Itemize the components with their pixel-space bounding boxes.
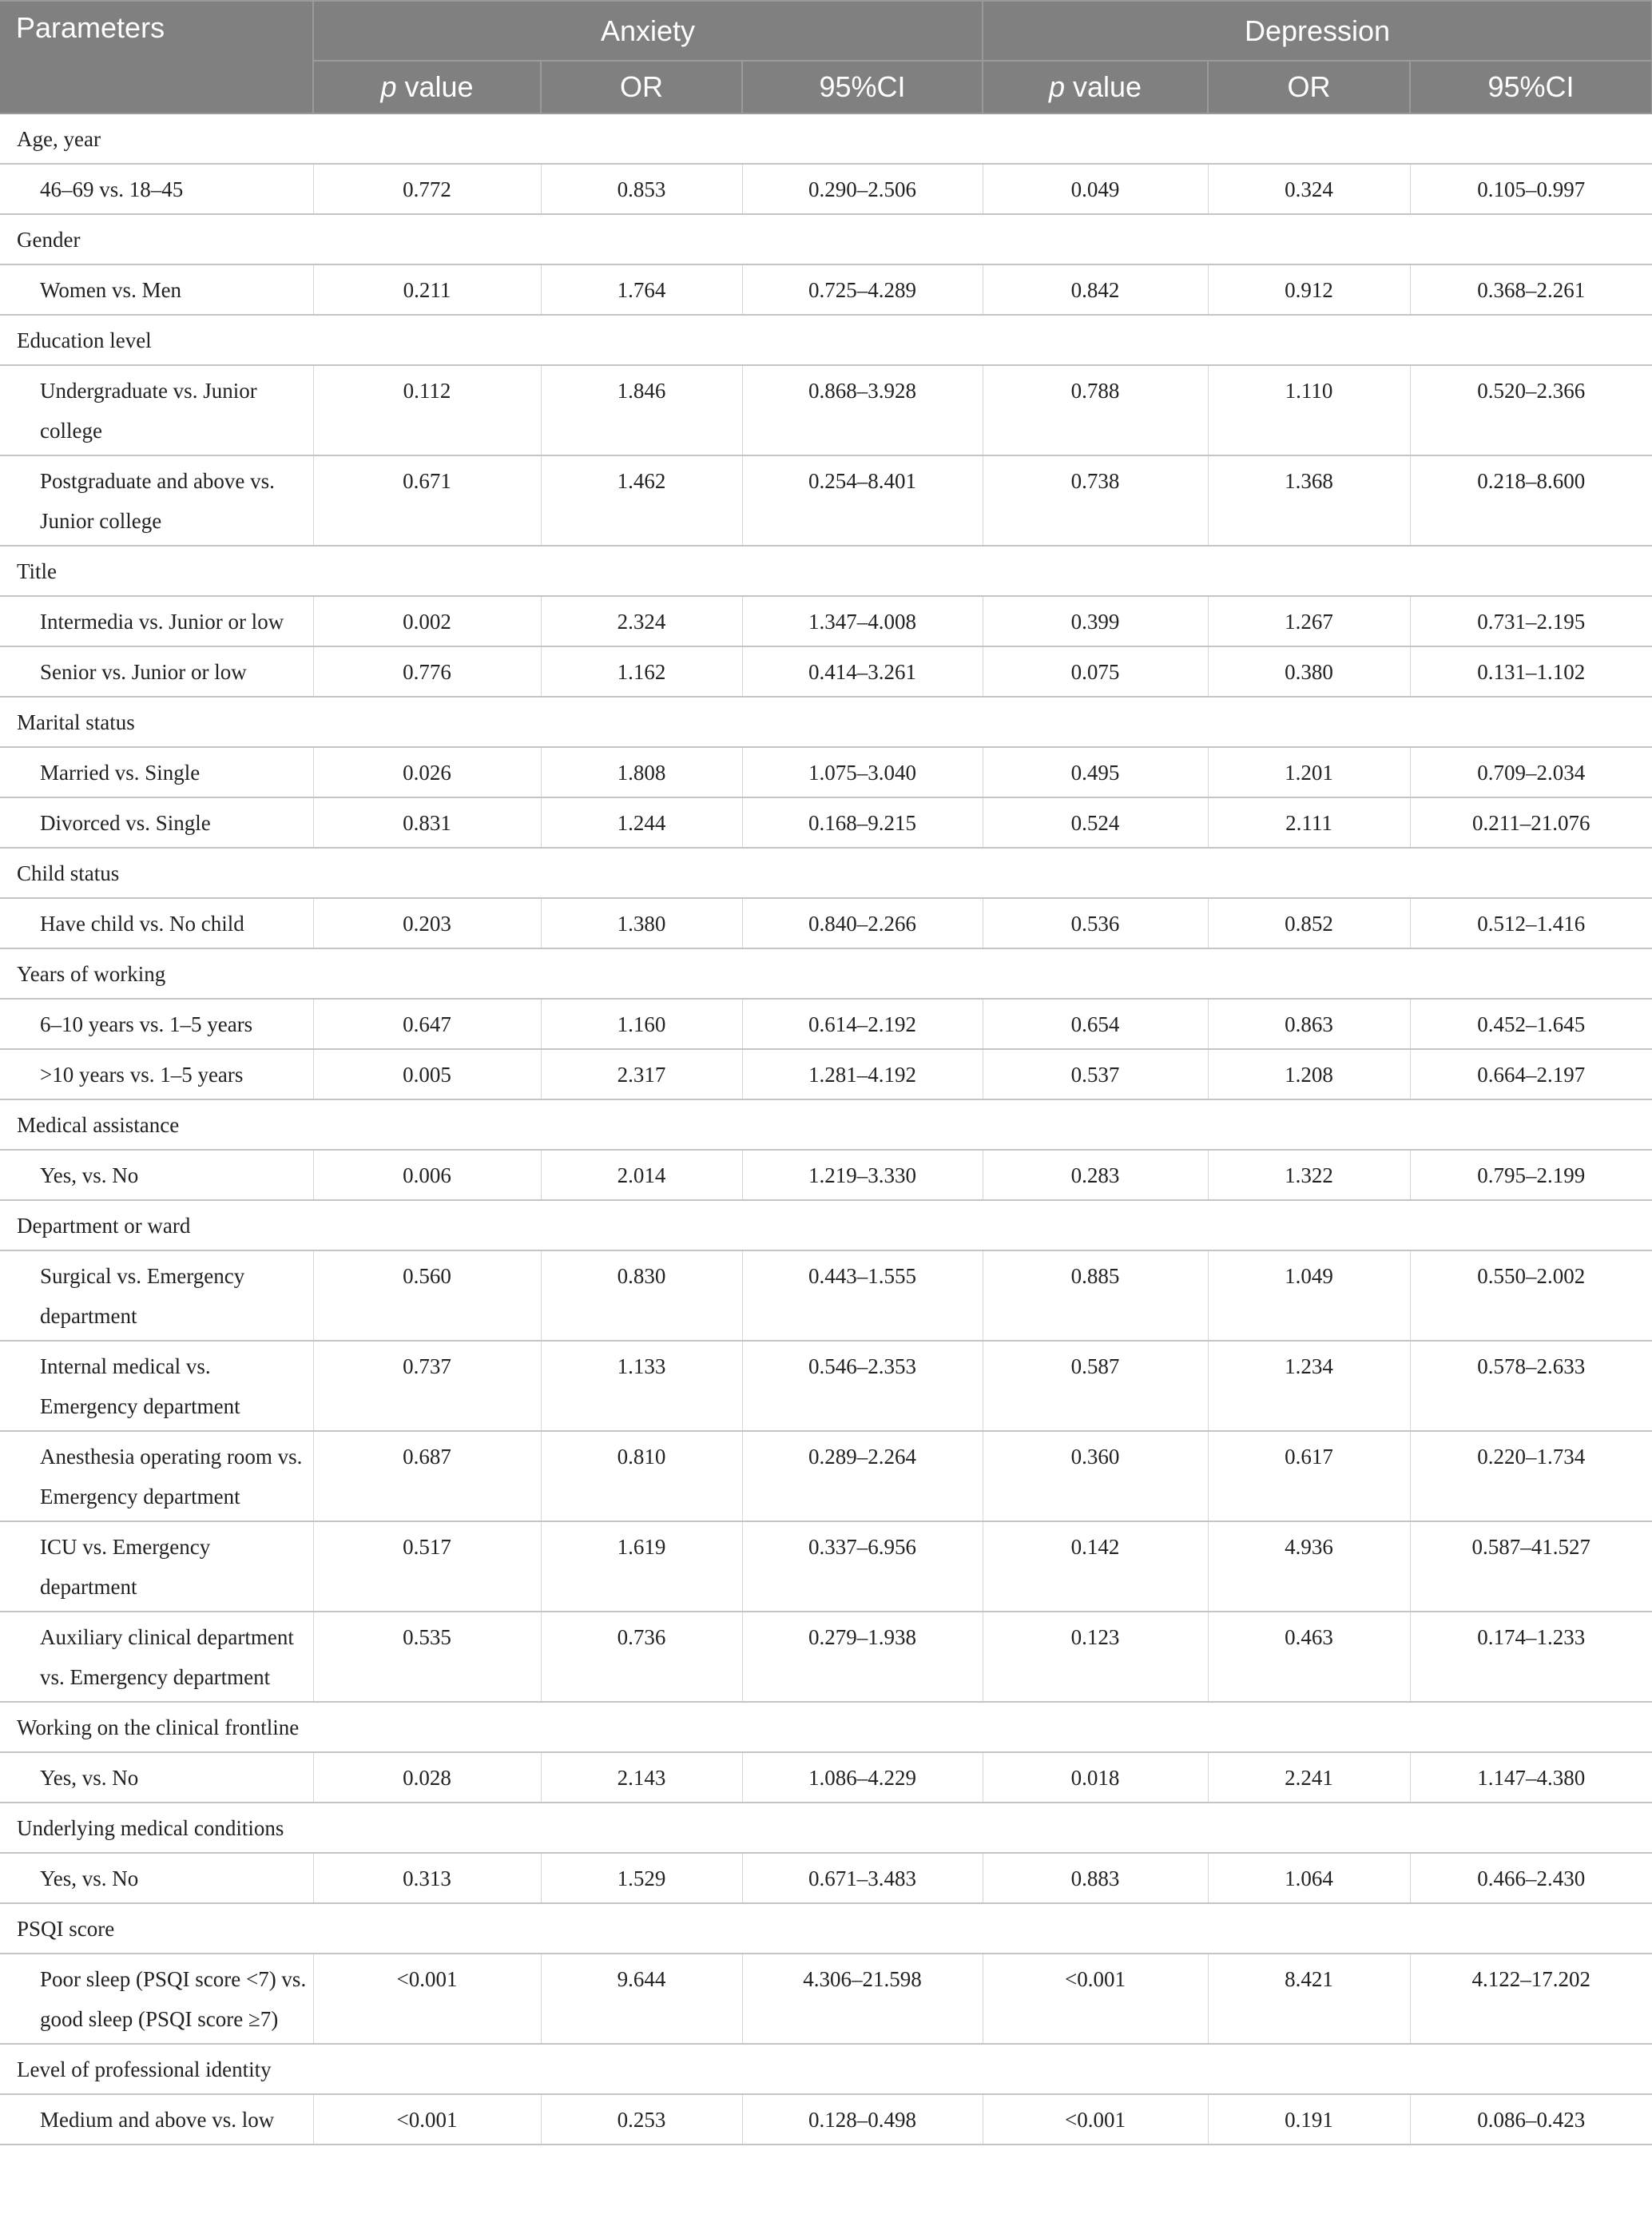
section-title: Level of professional identity: [17, 2057, 272, 2081]
table-header: [0, 1, 1652, 113]
header-depression: Depression: [983, 1, 1652, 61]
depression-ci-cell: 0.211–21.076: [1410, 797, 1652, 848]
section-row: [0, 1803, 1652, 1853]
section-row: [0, 848, 1652, 898]
table-row: [0, 1049, 1652, 1099]
anxiety-ci-cell: 1.075–3.040: [742, 747, 983, 797]
section-title: Age, year: [17, 127, 101, 151]
anxiety-or-cell: 1.764: [541, 264, 742, 315]
anxiety-ci-cell: 0.254–8.401: [742, 455, 983, 546]
depression-p-value-cell: 0.788: [983, 365, 1208, 455]
header-depression-ci: 95%CI: [1410, 61, 1652, 113]
anxiety-p-value-cell: 0.517: [313, 1521, 541, 1612]
row-label: 46–69 vs. 18–45: [0, 164, 313, 214]
table-row: [0, 1341, 1652, 1431]
anxiety-or-cell: 0.830: [541, 1250, 742, 1341]
depression-p-value-cell: 0.283: [983, 1150, 1208, 1200]
table-row: [0, 1612, 1652, 1702]
anxiety-or-cell: 2.014: [541, 1150, 742, 1200]
row-label: Have child vs. No child: [0, 898, 313, 948]
anxiety-p-value-cell: <0.001: [313, 1954, 541, 2044]
section-title: Marital status: [17, 710, 135, 734]
depression-p-value-cell: <0.001: [983, 2094, 1208, 2145]
depression-ci-cell: 0.105–0.997: [1410, 164, 1652, 214]
depression-p-value-cell: 0.536: [983, 898, 1208, 948]
depression-or-cell: 1.110: [1208, 365, 1410, 455]
depression-p-value-cell: 0.495: [983, 747, 1208, 797]
row-label: Yes, vs. No: [0, 1853, 313, 1903]
depression-or-cell: 1.368: [1208, 455, 1410, 546]
row-label: Anesthesia operating room vs. Emergency department: [0, 1431, 313, 1521]
section-row: [0, 113, 1652, 164]
depression-p-value-cell: 0.842: [983, 264, 1208, 315]
anxiety-or-cell: 2.324: [541, 596, 742, 646]
row-label: Yes, vs. No: [0, 1150, 313, 1200]
table-row: [0, 264, 1652, 315]
table-row: [0, 1954, 1652, 2044]
anxiety-ci-cell: 0.337–6.956: [742, 1521, 983, 1612]
table-row: [0, 1250, 1652, 1341]
table-body: [0, 113, 1652, 2145]
table-row: [0, 164, 1652, 214]
table-row: [0, 797, 1652, 848]
anxiety-or-cell: 0.736: [541, 1612, 742, 1702]
depression-or-cell: 1.234: [1208, 1341, 1410, 1431]
depression-p-value-cell: 0.883: [983, 1853, 1208, 1903]
section-title: PSQI score: [17, 1917, 115, 1941]
depression-or-cell: 0.324: [1208, 164, 1410, 214]
row-label: Medium and above vs. low: [0, 2094, 313, 2145]
row-label: Poor sleep (PSQI score <7) vs. good sleep (PSQI score ≥7): [0, 1954, 313, 2044]
anxiety-or-cell: 1.133: [541, 1341, 742, 1431]
depression-p-value-cell: 0.587: [983, 1341, 1208, 1431]
depression-ci-cell: 0.664–2.197: [1410, 1049, 1652, 1099]
row-label: Auxiliary clinical department vs. Emergency department: [0, 1612, 313, 1702]
anxiety-ci-cell: 0.614–2.192: [742, 999, 983, 1049]
anxiety-ci-cell: 0.128–0.498: [742, 2094, 983, 2145]
anxiety-or-cell: 1.808: [541, 747, 742, 797]
depression-p-value-cell: 0.524: [983, 797, 1208, 848]
section-title: Years of working: [17, 962, 166, 986]
anxiety-p-value-cell: 0.831: [313, 797, 541, 848]
depression-p-value-cell: 0.654: [983, 999, 1208, 1049]
table-row: [0, 898, 1652, 948]
section-row: [0, 1099, 1652, 1150]
table-row: [0, 999, 1652, 1049]
anxiety-ci-cell: 0.840–2.266: [742, 898, 983, 948]
anxiety-p-value-cell: 0.203: [313, 898, 541, 948]
anxiety-or-cell: 2.317: [541, 1049, 742, 1099]
section-title: Underlying medical conditions: [17, 1816, 284, 1840]
depression-ci-cell: 0.220–1.734: [1410, 1431, 1652, 1521]
anxiety-p-value-cell: 0.671: [313, 455, 541, 546]
header-depression-or: OR: [1208, 61, 1410, 113]
anxiety-ci-cell: 0.289–2.264: [742, 1431, 983, 1521]
section-row: [0, 315, 1652, 365]
anxiety-ci-cell: 0.725–4.289: [742, 264, 983, 315]
depression-p-value-cell: 0.018: [983, 1752, 1208, 1803]
anxiety-p-value-cell: 0.737: [313, 1341, 541, 1431]
header-anxiety-p-value: p value: [313, 61, 541, 113]
section-title: Education level: [17, 328, 152, 352]
section-row: [0, 1702, 1652, 1752]
row-label: Intermedia vs. Junior or low: [0, 596, 313, 646]
anxiety-p-value-cell: 0.772: [313, 164, 541, 214]
depression-ci-cell: 0.578–2.633: [1410, 1341, 1652, 1431]
table-row: [0, 1521, 1652, 1612]
anxiety-p-value-cell: 0.560: [313, 1250, 541, 1341]
depression-ci-cell: 0.086–0.423: [1410, 2094, 1652, 2145]
anxiety-p-value-cell: 0.112: [313, 365, 541, 455]
table-row: [0, 1752, 1652, 1803]
depression-p-value-cell: 0.537: [983, 1049, 1208, 1099]
table-row: [0, 646, 1652, 697]
depression-or-cell: 1.064: [1208, 1853, 1410, 1903]
section-title: Working on the clinical frontline: [17, 1715, 300, 1739]
depression-ci-cell: 0.512–1.416: [1410, 898, 1652, 948]
anxiety-ci-cell: 0.279–1.938: [742, 1612, 983, 1702]
depression-or-cell: 1.201: [1208, 747, 1410, 797]
section-title: Gender: [17, 228, 81, 252]
row-label: Senior vs. Junior or low: [0, 646, 313, 697]
depression-p-value-cell: 0.360: [983, 1431, 1208, 1521]
anxiety-ci-cell: 0.414–3.261: [742, 646, 983, 697]
anxiety-ci-cell: 0.168–9.215: [742, 797, 983, 848]
table-row: [0, 1853, 1652, 1903]
section-row: [0, 1903, 1652, 1954]
anxiety-p-value-cell: 0.026: [313, 747, 541, 797]
section-row: [0, 697, 1652, 747]
header-anxiety-or: OR: [541, 61, 742, 113]
depression-p-value-cell: 0.738: [983, 455, 1208, 546]
anxiety-p-value-cell: 0.687: [313, 1431, 541, 1521]
depression-or-cell: 0.191: [1208, 2094, 1410, 2145]
depression-or-cell: 0.380: [1208, 646, 1410, 697]
row-label: >10 years vs. 1–5 years: [0, 1049, 313, 1099]
anxiety-or-cell: 1.162: [541, 646, 742, 697]
table-row: [0, 596, 1652, 646]
depression-ci-cell: 0.131–1.102: [1410, 646, 1652, 697]
anxiety-or-cell: 9.644: [541, 1954, 742, 2044]
anxiety-p-value-cell: 0.313: [313, 1853, 541, 1903]
section-row: [0, 1200, 1652, 1250]
table-row: [0, 2094, 1652, 2145]
depression-p-value-cell: 0.075: [983, 646, 1208, 697]
anxiety-or-cell: 1.462: [541, 455, 742, 546]
depression-p-value-cell: 0.123: [983, 1612, 1208, 1702]
anxiety-ci-cell: 0.290–2.506: [742, 164, 983, 214]
anxiety-ci-cell: 1.347–4.008: [742, 596, 983, 646]
anxiety-p-value-cell: 0.211: [313, 264, 541, 315]
table-row: [0, 455, 1652, 546]
anxiety-or-cell: 0.810: [541, 1431, 742, 1521]
anxiety-ci-cell: 0.671–3.483: [742, 1853, 983, 1903]
depression-or-cell: 0.463: [1208, 1612, 1410, 1702]
row-label: Postgraduate and above vs. Junior college: [0, 455, 313, 546]
anxiety-ci-cell: 0.546–2.353: [742, 1341, 983, 1431]
depression-ci-cell: 0.218–8.600: [1410, 455, 1652, 546]
anxiety-p-value-cell: 0.006: [313, 1150, 541, 1200]
depression-or-cell: 1.208: [1208, 1049, 1410, 1099]
section-title: Department or ward: [17, 1214, 191, 1238]
depression-or-cell: 1.049: [1208, 1250, 1410, 1341]
depression-ci-cell: 0.452–1.645: [1410, 999, 1652, 1049]
anxiety-or-cell: 0.253: [541, 2094, 742, 2145]
depression-or-cell: 0.863: [1208, 999, 1410, 1049]
anxiety-or-cell: 1.619: [541, 1521, 742, 1612]
anxiety-or-cell: 2.143: [541, 1752, 742, 1803]
anxiety-p-value-cell: <0.001: [313, 2094, 541, 2145]
depression-ci-cell: 0.550–2.002: [1410, 1250, 1652, 1341]
anxiety-p-value-cell: 0.002: [313, 596, 541, 646]
header-depression-p-value: p value: [983, 61, 1208, 113]
anxiety-ci-cell: 0.443–1.555: [742, 1250, 983, 1341]
depression-or-cell: 0.617: [1208, 1431, 1410, 1521]
row-label: Surgical vs. Emergency department: [0, 1250, 313, 1341]
table-row: [0, 1150, 1652, 1200]
depression-p-value-cell: 0.049: [983, 164, 1208, 214]
depression-ci-cell: 0.174–1.233: [1410, 1612, 1652, 1702]
depression-or-cell: 2.241: [1208, 1752, 1410, 1803]
depression-ci-cell: 0.368–2.261: [1410, 264, 1652, 315]
header-anxiety-ci: 95%CI: [742, 61, 983, 113]
depression-ci-cell: 1.147–4.380: [1410, 1752, 1652, 1803]
depression-ci-cell: 0.587–41.527: [1410, 1521, 1652, 1612]
anxiety-or-cell: 1.244: [541, 797, 742, 848]
anxiety-ci-cell: 1.219–3.330: [742, 1150, 983, 1200]
depression-ci-cell: 4.122–17.202: [1410, 1954, 1652, 2044]
depression-p-value-cell: 0.142: [983, 1521, 1208, 1612]
row-label: Internal medical vs. Emergency department: [0, 1341, 313, 1431]
depression-ci-cell: 0.466–2.430: [1410, 1853, 1652, 1903]
section-title: Title: [17, 559, 58, 583]
row-label: 6–10 years vs. 1–5 years: [0, 999, 313, 1049]
anxiety-or-cell: 1.529: [541, 1853, 742, 1903]
row-label: Married vs. Single: [0, 747, 313, 797]
anxiety-p-value-cell: 0.028: [313, 1752, 541, 1803]
table-row: [0, 747, 1652, 797]
depression-or-cell: 0.852: [1208, 898, 1410, 948]
anxiety-p-value-cell: 0.647: [313, 999, 541, 1049]
depression-p-value-cell: <0.001: [983, 1954, 1208, 2044]
depression-ci-cell: 0.731–2.195: [1410, 596, 1652, 646]
anxiety-or-cell: 1.846: [541, 365, 742, 455]
depression-ci-cell: 0.520–2.366: [1410, 365, 1652, 455]
row-label: ICU vs. Emergency department: [0, 1521, 313, 1612]
depression-or-cell: 0.912: [1208, 264, 1410, 315]
section-row: [0, 546, 1652, 596]
depression-or-cell: 2.111: [1208, 797, 1410, 848]
anxiety-ci-cell: 4.306–21.598: [742, 1954, 983, 2044]
depression-or-cell: 1.267: [1208, 596, 1410, 646]
anxiety-or-cell: 1.380: [541, 898, 742, 948]
row-label: Divorced vs. Single: [0, 797, 313, 848]
section-title: Child status: [17, 861, 120, 885]
row-label: Yes, vs. No: [0, 1752, 313, 1803]
row-label: Undergraduate vs. Junior college: [0, 365, 313, 455]
anxiety-ci-cell: 1.086–4.229: [742, 1752, 983, 1803]
section-row: [0, 948, 1652, 999]
depression-ci-cell: 0.795–2.199: [1410, 1150, 1652, 1200]
header-anxiety: Anxiety: [313, 1, 983, 61]
anxiety-or-cell: 0.853: [541, 164, 742, 214]
depression-p-value-cell: 0.885: [983, 1250, 1208, 1341]
header-parameters: Parameters: [0, 1, 313, 113]
depression-or-cell: 4.936: [1208, 1521, 1410, 1612]
anxiety-p-value-cell: 0.005: [313, 1049, 541, 1099]
anxiety-p-value-cell: 0.535: [313, 1612, 541, 1702]
table-row: [0, 1431, 1652, 1521]
section-row: [0, 214, 1652, 264]
section-title: Medical assistance: [17, 1113, 180, 1137]
anxiety-p-value-cell: 0.776: [313, 646, 541, 697]
depression-ci-cell: 0.709–2.034: [1410, 747, 1652, 797]
anxiety-ci-cell: 1.281–4.192: [742, 1049, 983, 1099]
depression-or-cell: 1.322: [1208, 1150, 1410, 1200]
anxiety-ci-cell: 0.868–3.928: [742, 365, 983, 455]
depression-p-value-cell: 0.399: [983, 596, 1208, 646]
section-row: [0, 2044, 1652, 2094]
depression-or-cell: 8.421: [1208, 1954, 1410, 2044]
table-row: [0, 365, 1652, 455]
anxiety-or-cell: 1.160: [541, 999, 742, 1049]
row-label: Women vs. Men: [0, 264, 313, 315]
